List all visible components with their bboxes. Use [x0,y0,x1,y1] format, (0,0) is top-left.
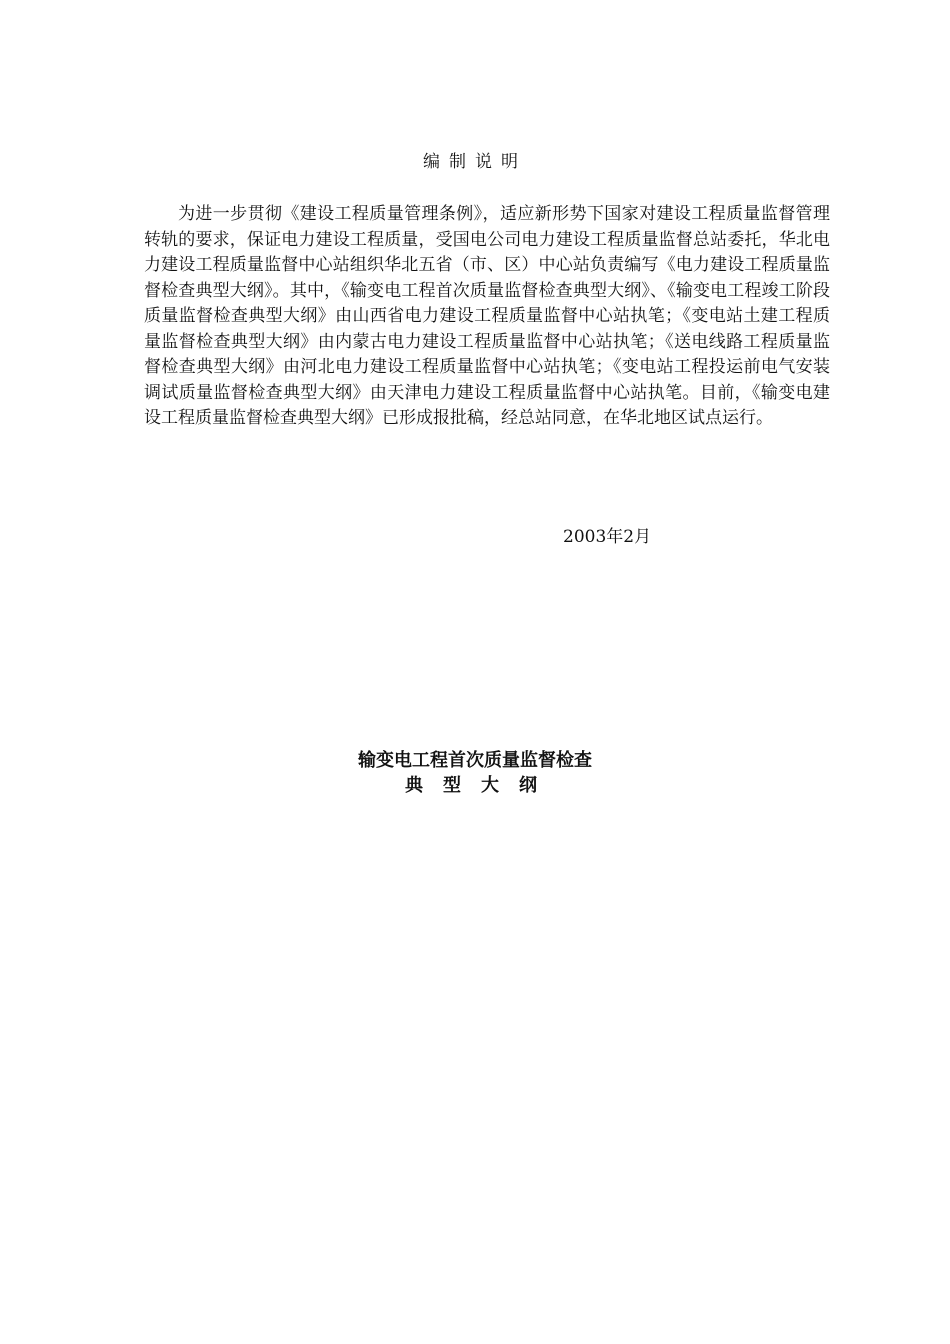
preface-heading: 编制说明 [423,152,527,172]
document-subtitle: 典型大纲 [405,775,557,796]
preface-date: 2003年2月 [563,527,652,547]
document-title: 输变电工程首次质量监督检查 [358,750,592,771]
preface-paragraph: 为进一步贯彻《建设工程质量管理条例》，适应新形势下国家对建设工程质量监督管理转轨的要求，保证电力建设工程质量，受国电公司电力建设工程质量监督总站委托，华北电力建设工程质量监督中心站组织华北五省（市、区）中心站负责编写《电力建设工程质量监督检查典型大纲》。其中，《输变电工程首次质量监督检查典型大纲》、《输变电工程竣工阶段质量监督检查典型大纲》由山西省电力建设工程质量监督中心站执笔；《变电站土建工程质量监督检查典型大纲》由内蒙古电力建设工程质量监督中心站执笔；《送电线路工程质量监督检查典型大纲》由河北电力建设工程质量监督中心站执笔；《变电站工程投运前电气安装调试质量监督检查典型大纲》由天津电力建设工程质量监督中心站执笔。目前，《输变电建设工程质量监督检查典型大纲》已形成报批稿，经总站同意，在华北地区试点运行。 [144,204,830,428]
